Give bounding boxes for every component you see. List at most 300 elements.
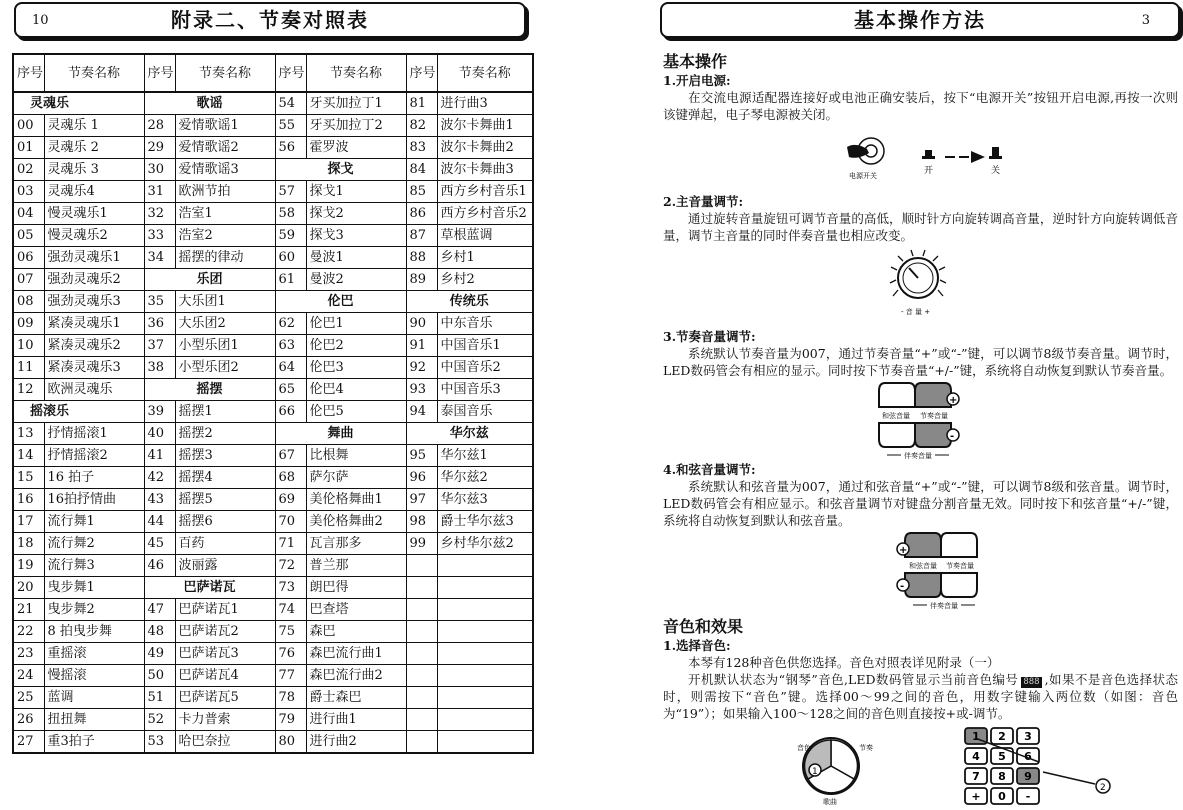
rhythm-name: 曳步舞2 xyxy=(44,599,144,621)
rhythm-number: 46 xyxy=(144,555,175,577)
rhythm-name: 流行舞2 xyxy=(44,533,144,555)
rhythm-name: 爱情歌谣2 xyxy=(175,137,275,159)
rhythm-name: 慢灵魂乐2 xyxy=(44,225,144,247)
rhythm-name: 乡村华尔兹2 xyxy=(437,533,533,555)
tone-button-label: 音色 xyxy=(797,744,811,752)
rhythm-number: 23 xyxy=(13,643,44,665)
power-text: 在交流电源适配器连接好或电池正确安装后，按下“电源开关”按钮开启电源,再按一次则该键弹起，电子琴电源被关闭。 xyxy=(663,90,1178,122)
rhythm-number: 88 xyxy=(406,247,437,269)
rhythm-name: 草根蓝调 xyxy=(437,225,533,247)
power-heading: 1.开启电源: xyxy=(663,73,731,88)
rhythm-name: 美伦格舞曲1 xyxy=(306,489,406,511)
rhythm-name: 华尔兹1 xyxy=(437,445,533,467)
rhythm-number: 54 xyxy=(275,92,306,115)
rhythm-name: 巴萨诺瓦5 xyxy=(175,687,275,709)
rhythm-name: 蓝调 xyxy=(44,687,144,709)
accomp-volume-label: 伴奏音量 xyxy=(930,602,958,610)
rhythm-name: 中国音乐2 xyxy=(437,357,533,379)
keypad-key-label: 4 xyxy=(972,750,980,763)
rhythm-volume-figure xyxy=(663,379,1178,461)
table-row xyxy=(13,709,533,731)
rhythm-number xyxy=(406,665,437,687)
chord-volume-buttons-illustration xyxy=(663,529,1178,613)
right-page-title: 基本操作方法 xyxy=(854,8,986,32)
select-tone-heading: 1.选择音色: xyxy=(663,638,731,653)
table-row xyxy=(13,115,533,137)
table-row xyxy=(13,247,533,269)
table-row xyxy=(13,643,533,665)
rhythm-name: 摇摆1 xyxy=(175,401,275,423)
rhythm-name: 灵魂乐 2 xyxy=(44,137,144,159)
rhythm-name: 进行曲3 xyxy=(437,92,533,115)
rhythm-number: 05 xyxy=(13,225,44,247)
col-header-no: 序号 xyxy=(406,54,437,92)
table-row xyxy=(13,203,533,225)
rhythm-number: 22 xyxy=(13,621,44,643)
chord-volume-text: 系统默认和弦音量为007，通过和弦音量“+”或“-”键，可以调节8级和弦音量。调节时，LED数码管会有相应显示。和弦音量调节对键盘分割音量无效。同时按下和弦音量“+/-”键，系统将自动恢复到默认和弦音量。 xyxy=(663,479,1178,528)
rhythm-number: 31 xyxy=(144,181,175,203)
rhythm-number: 71 xyxy=(275,533,306,555)
rhythm-number: 95 xyxy=(406,445,437,467)
rhythm-number: 04 xyxy=(13,203,44,225)
rhythm-name: 强劲灵魂乐2 xyxy=(44,269,144,291)
rhythm-name: 巴萨诺瓦1 xyxy=(175,599,275,621)
svg-text:-: - xyxy=(900,581,905,592)
rhythm-number: 30 xyxy=(144,159,175,181)
rhythm-number: 37 xyxy=(144,335,175,357)
chord-volume-label: 和弦音量 xyxy=(909,562,937,570)
rhythm-name: 中国音乐1 xyxy=(437,335,533,357)
rhythm-name: 伦巴2 xyxy=(306,335,406,357)
accomp-volume-label: 伴奏音量 xyxy=(904,452,932,460)
rhythm-name: 卡力普索 xyxy=(175,709,275,731)
rhythm-name: 西方乡村音乐2 xyxy=(437,203,533,225)
rhythm-number: 28 xyxy=(144,115,175,137)
rhythm-number: 18 xyxy=(13,533,44,555)
svg-text:-: - xyxy=(950,431,955,442)
chord-volume-label: 和弦音量 xyxy=(882,412,910,420)
rhythm-name: 爱情歌谣3 xyxy=(175,159,275,181)
rhythm-name: 抒情摇滚1 xyxy=(44,423,144,445)
table-row xyxy=(13,92,533,115)
rhythm-number: 64 xyxy=(275,357,306,379)
rhythm-number: 40 xyxy=(144,423,175,445)
rhythm-number: 86 xyxy=(406,203,437,225)
switch-off-label: 关 xyxy=(991,166,1001,176)
rhythm-name: 探戈3 xyxy=(306,225,406,247)
rhythm-name: 伦巴5 xyxy=(306,401,406,423)
rhythm-number xyxy=(406,577,437,599)
rhythm-name: 重3拍子 xyxy=(44,731,144,754)
table-row xyxy=(13,687,533,709)
rhythm-name: 朗巴得 xyxy=(306,577,406,599)
rhythm-name: 波尔卡舞曲1 xyxy=(437,115,533,137)
rhythm-number: 68 xyxy=(275,467,306,489)
rhythm-number xyxy=(406,643,437,665)
rhythm-name xyxy=(437,599,533,621)
rhythm-number: 12 xyxy=(13,379,44,401)
rhythm-number: 74 xyxy=(275,599,306,621)
rhythm-number: 65 xyxy=(275,379,306,401)
rhythm-number: 03 xyxy=(13,181,44,203)
left-page xyxy=(0,0,560,775)
rhythm-number: 08 xyxy=(13,291,44,313)
volume-figure xyxy=(663,244,1178,328)
rhythm-number xyxy=(406,621,437,643)
select-tone-text-2a: 开机默认状态为“钢琴”音色,LED数码管显示当前音色编号 xyxy=(688,672,1019,687)
right-title-bar xyxy=(660,2,1180,38)
rhythm-name: 瓦言那多 xyxy=(306,533,406,555)
rhythm-name: 16 拍子 xyxy=(44,467,144,489)
rhythm-number: 84 xyxy=(406,159,437,181)
rhythm-number: 94 xyxy=(406,401,437,423)
rhythm-name: 森巴流行曲2 xyxy=(306,665,406,687)
rhythm-name: 欧洲节拍 xyxy=(175,181,275,203)
rhythm-name xyxy=(437,643,533,665)
rhythm-name: 浩室1 xyxy=(175,203,275,225)
table-header-row xyxy=(13,54,533,92)
rhythm-name: 伦巴1 xyxy=(306,313,406,335)
basic-ops-section xyxy=(663,52,1178,806)
rhythm-number: 35 xyxy=(144,291,175,313)
rhythm-number: 58 xyxy=(275,203,306,225)
rhythm-number: 42 xyxy=(144,467,175,489)
rhythm-number: 66 xyxy=(275,401,306,423)
svg-text:+: + xyxy=(949,395,958,406)
rhythm-name: 欧洲灵魂乐 xyxy=(44,379,144,401)
table-row xyxy=(13,335,533,357)
rhythm-name: 波尔卡舞曲2 xyxy=(437,137,533,159)
table-row xyxy=(13,181,533,203)
switch-on-icon xyxy=(925,150,932,156)
rhythm-name: 进行曲2 xyxy=(306,731,406,754)
rhythm-number: 52 xyxy=(144,709,175,731)
table-row xyxy=(13,159,533,181)
rhythm-volume-label: 节奏音量 xyxy=(946,562,974,570)
table-row xyxy=(13,269,533,291)
rhythm-volume-buttons-illustration xyxy=(663,379,1178,461)
rhythm-number: 00 xyxy=(13,115,44,137)
rhythm-number: 29 xyxy=(144,137,175,159)
rhythm-number: 76 xyxy=(275,643,306,665)
rhythm-name: 大乐团1 xyxy=(175,291,275,313)
keypad-key-label: 2 xyxy=(998,730,1006,743)
rhythm-number: 90 xyxy=(406,313,437,335)
tone-select-illustration xyxy=(663,722,1178,806)
keypad-key-label: 1 xyxy=(972,730,980,743)
category-header: 歌谣 xyxy=(144,92,275,115)
rhythm-number xyxy=(406,709,437,731)
rhythm-number: 57 xyxy=(275,181,306,203)
category-header: 舞曲 xyxy=(275,423,406,445)
rhythm-number: 50 xyxy=(144,665,175,687)
category-header: 乐团 xyxy=(144,269,275,291)
rhythm-number: 96 xyxy=(406,467,437,489)
rhythm-name: 摇摆5 xyxy=(175,489,275,511)
rhythm-volume-heading: 3.节奏音量调节: xyxy=(663,329,756,344)
rhythm-number: 78 xyxy=(275,687,306,709)
rhythm-name: 16拍抒情曲 xyxy=(44,489,144,511)
rhythm-name: 探戈2 xyxy=(306,203,406,225)
rhythm-name: 摇摆的律动 xyxy=(175,247,275,269)
rhythm-name: 巴萨诺瓦4 xyxy=(175,665,275,687)
rhythm-number: 98 xyxy=(406,511,437,533)
table-row xyxy=(13,665,533,687)
category-header: 巴萨诺瓦 xyxy=(144,577,275,599)
right-page-number: 3 xyxy=(1141,13,1150,28)
rhythm-number: 24 xyxy=(13,665,44,687)
switch-off-icon xyxy=(992,147,999,157)
song-button-label: 歌曲 xyxy=(823,798,837,806)
rhythm-name: 扭扭舞 xyxy=(44,709,144,731)
arrow-right-icon xyxy=(971,151,985,163)
table-row xyxy=(13,489,533,511)
led-display: 888 xyxy=(1023,677,1040,687)
rhythm-name: 摇摆2 xyxy=(175,423,275,445)
col-header-no: 序号 xyxy=(275,54,306,92)
rhythm-number: 61 xyxy=(275,269,306,291)
rhythm-number: 80 xyxy=(275,731,306,754)
rhythm-number: 36 xyxy=(144,313,175,335)
table-row xyxy=(13,379,533,401)
rhythm-name: 波丽露 xyxy=(175,555,275,577)
rhythm-number: 67 xyxy=(275,445,306,467)
tone-select-figure xyxy=(663,722,1178,806)
keypad-key-label: 0 xyxy=(998,790,1006,803)
rhythm-name: 灵魂乐 1 xyxy=(44,115,144,137)
rhythm-number: 70 xyxy=(275,511,306,533)
rhythm-number: 77 xyxy=(275,665,306,687)
keypad-key-label: 5 xyxy=(998,750,1006,763)
rhythm-name: 曼波2 xyxy=(306,269,406,291)
rhythm-name: 华尔兹2 xyxy=(437,467,533,489)
left-page-title: 附录二、节奏对照表 xyxy=(171,8,369,32)
rhythm-number: 48 xyxy=(144,621,175,643)
rhythm-number: 62 xyxy=(275,313,306,335)
rhythm-number: 85 xyxy=(406,181,437,203)
left-title-bar xyxy=(14,2,526,38)
rhythm-name xyxy=(437,621,533,643)
rhythm-number: 45 xyxy=(144,533,175,555)
rhythm-name: 灵魂乐4 xyxy=(44,181,144,203)
table-row xyxy=(13,423,533,445)
table-row xyxy=(13,291,533,313)
rhythm-name: 爱情歌谣1 xyxy=(175,115,275,137)
rhythm-name xyxy=(437,577,533,599)
rhythm-name: 森巴 xyxy=(306,621,406,643)
rhythm-name: 慢灵魂乐1 xyxy=(44,203,144,225)
rhythm-number: 79 xyxy=(275,709,306,731)
rhythm-number: 93 xyxy=(406,379,437,401)
rhythm-name: 大乐团2 xyxy=(175,313,275,335)
rhythm-number: 38 xyxy=(144,357,175,379)
category-header: 伦巴 xyxy=(275,291,406,313)
rhythm-name xyxy=(437,709,533,731)
rhythm-number: 59 xyxy=(275,225,306,247)
rhythm-number xyxy=(406,731,437,754)
rhythm-number: 44 xyxy=(144,511,175,533)
rhythm-name: 中国音乐3 xyxy=(437,379,533,401)
rhythm-number: 21 xyxy=(13,599,44,621)
table-row xyxy=(13,357,533,379)
rhythm-number: 56 xyxy=(275,137,306,159)
rhythm-name xyxy=(437,731,533,754)
category-header: 灵魂乐 xyxy=(13,92,144,115)
rhythm-number: 73 xyxy=(275,577,306,599)
category-header: 摇摆 xyxy=(144,379,275,401)
rhythm-name: 爵士森巴 xyxy=(306,687,406,709)
rhythm-number: 43 xyxy=(144,489,175,511)
rhythm-name: 比根舞 xyxy=(306,445,406,467)
rhythm-name: 摇摆3 xyxy=(175,445,275,467)
rhythm-number: 87 xyxy=(406,225,437,247)
rhythm-name: 紧凑灵魂乐3 xyxy=(44,357,144,379)
section-title-basic-ops: 基本操作 xyxy=(663,52,728,71)
rhythm-name: 哈巴奈拉 xyxy=(175,731,275,754)
rhythm-name: 巴查塔 xyxy=(306,599,406,621)
rhythm-number: 72 xyxy=(275,555,306,577)
rhythm-name: 霍罗波 xyxy=(306,137,406,159)
rhythm-name: 小型乐团1 xyxy=(175,335,275,357)
rhythm-name: 摇摆4 xyxy=(175,467,275,489)
col-header-no: 序号 xyxy=(144,54,175,92)
rhythm-number: 91 xyxy=(406,335,437,357)
chord-volume-heading: 4.和弦音量调节: xyxy=(663,462,756,477)
rhythm-name: 西方乡村音乐1 xyxy=(437,181,533,203)
keypad-key-label: 8 xyxy=(998,770,1006,783)
rhythm-name: 中东音乐 xyxy=(437,313,533,335)
rhythm-number xyxy=(406,555,437,577)
rhythm-number: 33 xyxy=(144,225,175,247)
rhythm-number: 27 xyxy=(13,731,44,754)
section-title-tone: 音色和效果 xyxy=(663,617,744,636)
rhythm-number: 19 xyxy=(13,555,44,577)
rhythm-name: 曼波1 xyxy=(306,247,406,269)
rhythm-name xyxy=(437,687,533,709)
rhythm-number: 17 xyxy=(13,511,44,533)
rhythm-number: 25 xyxy=(13,687,44,709)
keypad-key-label: 7 xyxy=(972,770,980,783)
chord-volume-figure xyxy=(663,529,1178,613)
rhythm-number: 89 xyxy=(406,269,437,291)
power-figure xyxy=(663,123,1178,193)
category-header: 传统乐 xyxy=(406,291,533,313)
rhythm-number xyxy=(406,687,437,709)
rhythm-name: 萨尔萨 xyxy=(306,467,406,489)
category-header: 探戈 xyxy=(275,159,406,181)
col-header-name: 节奏名称 xyxy=(175,54,275,92)
rhythm-number: 20 xyxy=(13,577,44,599)
rhythm-number: 41 xyxy=(144,445,175,467)
rhythm-name xyxy=(437,665,533,687)
rhythm-name: 灵魂乐 3 xyxy=(44,159,144,181)
rhythm-name: 美伦格舞曲2 xyxy=(306,511,406,533)
number-keypad xyxy=(965,728,1039,804)
volume-label: - 音 量 + xyxy=(901,308,931,316)
tone-callout-number: 1 xyxy=(812,767,818,777)
rhythm-number: 02 xyxy=(13,159,44,181)
rhythm-name: 牙买加拉丁1 xyxy=(306,92,406,115)
rhythm-number: 60 xyxy=(275,247,306,269)
table-row xyxy=(13,533,533,555)
select-tone-text-1: 本琴有128种音色供您选择。音色对照表详见附录（一） xyxy=(688,655,1000,670)
rhythm-number: 16 xyxy=(13,489,44,511)
rhythm-name: 强劲灵魂乐1 xyxy=(44,247,144,269)
keypad-key-label: 9 xyxy=(1024,770,1032,783)
rhythm-number: 81 xyxy=(406,92,437,115)
rhythm-name: 乡村1 xyxy=(437,247,533,269)
rhythm-name: 巴萨诺瓦2 xyxy=(175,621,275,643)
rhythm-number: 82 xyxy=(406,115,437,137)
keypad-key-label: 3 xyxy=(1024,730,1032,743)
rhythm-number: 39 xyxy=(144,401,175,423)
rhythm-name: 重摇滚 xyxy=(44,643,144,665)
rhythm-name: 普兰那 xyxy=(306,555,406,577)
rhythm-number: 63 xyxy=(275,335,306,357)
rhythm-number: 49 xyxy=(144,643,175,665)
table-row xyxy=(13,225,533,247)
rhythm-name: 强劲灵魂乐3 xyxy=(44,291,144,313)
rhythm-name: 曳步舞1 xyxy=(44,577,144,599)
rhythm-volume-text: 系统默认节奏音量为007，通过节奏音量“+”或“-”键，可以调节8级节奏音量。调节时，LED数码管会有相应的显示。同时按下节奏音量“+/-”键，系统将自动恢复到默认节奏音量。 xyxy=(663,346,1178,378)
switch-on-label: 开 xyxy=(924,166,934,176)
rhythm-name: 华尔兹3 xyxy=(437,489,533,511)
rhythm-number: 32 xyxy=(144,203,175,225)
table-row xyxy=(13,599,533,621)
rhythm-volume-label: 节奏音量 xyxy=(920,412,948,420)
power-switch-illustration xyxy=(663,123,1178,193)
category-header: 华尔兹 xyxy=(406,423,533,445)
rhythm-name: 巴萨诺瓦3 xyxy=(175,643,275,665)
rhythm-number: 53 xyxy=(144,731,175,754)
rhythm-name: 紧凑灵魂乐1 xyxy=(44,313,144,335)
col-header-name: 节奏名称 xyxy=(306,54,406,92)
rhythm-name: 浩室2 xyxy=(175,225,275,247)
rhythm-name: 伦巴3 xyxy=(306,357,406,379)
table-row xyxy=(13,401,533,423)
rhythm-number: 06 xyxy=(13,247,44,269)
rhythm-number: 47 xyxy=(144,599,175,621)
table-row xyxy=(13,621,533,643)
rhythm-number: 92 xyxy=(406,357,437,379)
rhythm-button-label: 节奏 xyxy=(859,744,873,752)
category-header: 摇滚乐 xyxy=(13,401,144,423)
rhythm-name: 泰国音乐 xyxy=(437,401,533,423)
rhythm-number: 51 xyxy=(144,687,175,709)
rhythm-name: 爵士华尔兹3 xyxy=(437,511,533,533)
rhythm-name: 摇摆6 xyxy=(175,511,275,533)
rhythm-number: 09 xyxy=(13,313,44,335)
master-volume-text: 通过旋转音量旋钮可调节音量的高低，顺时针方向旋转调高音量，逆时针方向旋转调低音量，调节主音量的同时伴奏音量也相应改变。 xyxy=(663,211,1178,243)
rhythm-number xyxy=(406,599,437,621)
svg-text:+: + xyxy=(899,545,908,556)
rhythm-name: 乡村2 xyxy=(437,269,533,291)
keypad-key-label: + xyxy=(971,790,981,803)
rhythm-number: 13 xyxy=(13,423,44,445)
col-header-name: 节奏名称 xyxy=(44,54,144,92)
rhythm-number: 69 xyxy=(275,489,306,511)
table-row xyxy=(13,577,533,599)
col-header-no: 序号 xyxy=(13,54,44,92)
select-tone-text-2b: ,如果不是音色选择状态时，则需按下“音色”键。选择00～99之间的音色，用数字键输入两位数（如图：音色为“19”）；如果输入100～128之间的音色则直接按+或-调节。 xyxy=(663,672,1178,721)
rhythm-number: 26 xyxy=(13,709,44,731)
table-row xyxy=(13,731,533,754)
rhythm-number: 11 xyxy=(13,357,44,379)
rhythm-name: 伦巴4 xyxy=(306,379,406,401)
rhythm-number: 10 xyxy=(13,335,44,357)
rhythm-name: 流行舞3 xyxy=(44,555,144,577)
rhythm-name: 抒情摇滚2 xyxy=(44,445,144,467)
